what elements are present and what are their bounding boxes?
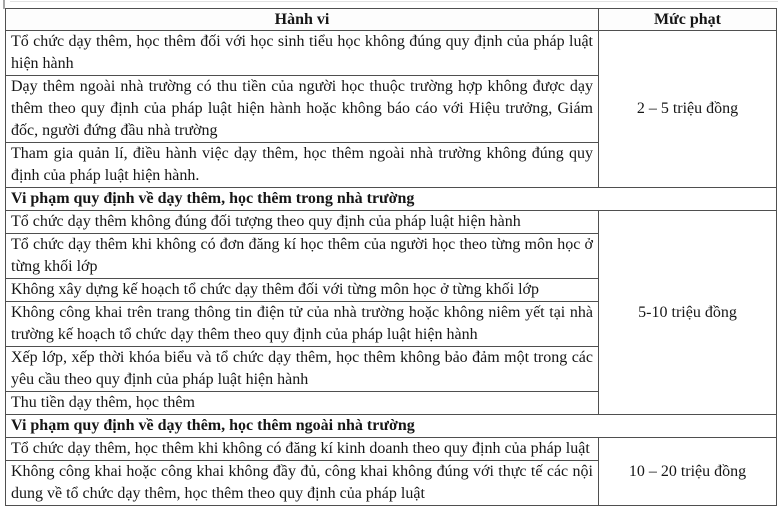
behavior-cell: Tổ chức dạy thêm không đúng đối tượng theo quy định của pháp luật hiện hành <box>6 211 599 234</box>
behavior-cell: Tổ chức dạy thêm, học thêm khi không có đăng kí kinh doanh theo quy định của pháp luật <box>6 438 599 461</box>
fine-cell: 2 – 5 triệu đồng <box>599 31 777 188</box>
table-row <box>6 31 777 76</box>
behavior-cell: Dạy thêm ngoài nhà trường có thu tiền của người học thuộc trường hợp không được dạy thêm theo quy định của pháp luật hiện hành hoặc không báo cáo với Hiệu trưởng, Giám đốc, người đứng đầu nhà trường <box>6 76 599 143</box>
behavior-cell: Xếp lớp, xếp thời khóa biểu và tổ chức dạy thêm, học thêm không bảo đảm một trong các yêu cầu theo quy định của pháp luật hiện hành <box>6 347 599 392</box>
section-header: Vi phạm quy định về dạy thêm, học thêm trong nhà trường <box>6 188 777 211</box>
column-header-behavior: Hành vi <box>6 9 599 31</box>
section-header: Vi phạm quy định về dạy thêm, học thêm ngoài nhà trường <box>6 415 777 438</box>
section-header-row <box>6 188 777 211</box>
scan-artifact-line <box>10 1 778 2</box>
behavior-cell: Không xây dựng kế hoạch tổ chức dạy thêm đối với từng môn học ở từng khối lớp <box>6 279 599 302</box>
fine-cell: 5-10 triệu đồng <box>599 211 777 415</box>
column-header-fine: Mức phạt <box>599 9 777 31</box>
table-header-row <box>6 9 777 31</box>
table-row <box>6 438 777 461</box>
behavior-cell: Thu tiền dạy thêm, học thêm <box>6 392 599 415</box>
penalty-table <box>5 8 777 506</box>
behavior-cell: Tham gia quản lí, điều hành việc dạy thêm, học thêm ngoài nhà trường không đúng quy định của pháp luật hiện hành. <box>6 143 599 188</box>
fine-cell: 10 – 20 triệu đồng <box>599 438 777 506</box>
behavior-cell: Tổ chức dạy thêm khi không có đơn đăng kí học thêm của người học theo từng môn học ở từng khối lớp <box>6 234 599 279</box>
behavior-cell: Tổ chức dạy thêm, học thêm đối với học sinh tiểu học không đúng quy định của pháp luật hiện hành <box>6 31 599 76</box>
section-header-row <box>6 415 777 438</box>
behavior-cell: Không công khai trên trang thông tin điện tử của nhà trường hoặc không niêm yết tại nhà trường kế hoạch tổ chức dạy thêm theo quy định của pháp luật hiện hành <box>6 302 599 347</box>
behavior-cell: Không công khai hoặc công khai không đầy đủ, công khai không đúng với thực tế các nội dung về tổ chức dạy thêm, học thêm theo quy định của pháp luật <box>6 461 599 506</box>
table-row <box>6 211 777 234</box>
